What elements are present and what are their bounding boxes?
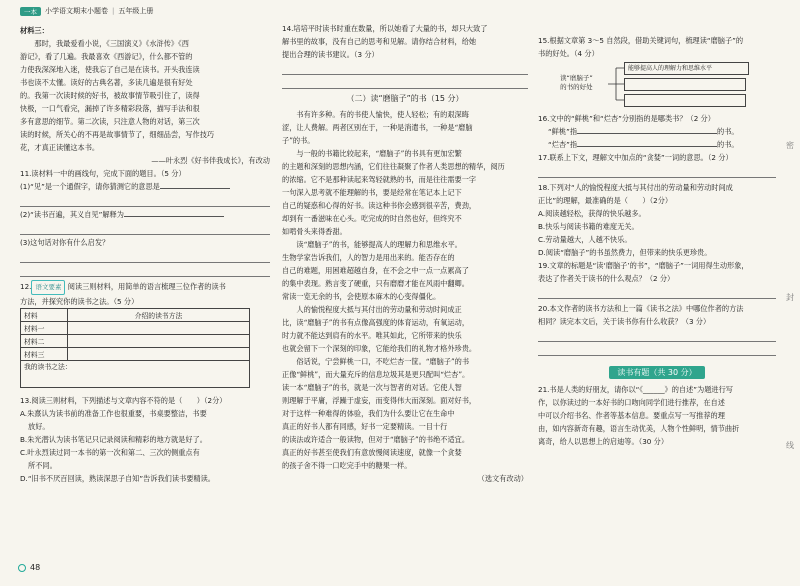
- answer-line[interactable]: [538, 329, 776, 342]
- answer-line[interactable]: [20, 222, 270, 235]
- page-number: 48: [18, 563, 40, 572]
- page-dot-icon: [18, 564, 26, 572]
- q18-option-c[interactable]: C.劳动量越大，人越不快乐。: [538, 235, 632, 244]
- mind-map-box-3[interactable]: [624, 94, 746, 107]
- q12-badge: 语文要素: [31, 280, 65, 295]
- q11-part1: (1)“见”是一个通假字，请你猜测它的意思是: [20, 180, 270, 193]
- material-passage: 那时，我最爱看小说，《三国演义》《水浒传》《西 游记》，看了几遍。我最喜欢《西游记》，什么都不管的 力使我深深地入迷，使我忘了自己是在读书。开头我连读 书也读不太懂。读好的古典名著，多读几遍是很有好处 的。我第一次读时候的好书，被故事情节吸引住了，读得 快极，一口气看完，漏掉了许多精彩段落，描写手法和很 多有意思的细节。第二次读，只注意人物的对话，第三次 读的时候，所关心的不再是故事情节了，细细品尝，写作技巧 花，才真正读懂这本书。 ——叶永烈《好书伴我成长》，有改动: [20, 39, 270, 165]
- left-column: 材料三： 那时，我最爱看小说，《三国演义》《水浒传》《西 游记》，看了几遍。我最喜欢《西游记》，什么都不管的 力使我深深地入迷，使我忘了自己是在读书。开头我连读 书也读不太懂。读好的古典名著，多读几遍是很有好处 的。我第一次读时候的好书，被故事情节吸引住了，读得 快极，一口气看完，漏掉了许多精彩段落，描写手法和很 多有意思的细节。第二次读，只注意人物的对话，第三次 读的时候，所关心的不再是故事情节了，细细品尝，写作技巧 花，才真正读懂这本书。 ——叶永烈《好书伴我成长》，有改动 11.读材料一中的画线句，完成下面的题目。（5 分） (1)“见”是一个通假字，请你猜测它的意思是 (2)“读书百遍，其义自见”解释为 (3)这句话对你有什么启发？ 12. 语文要素 阅读三则材料，用简单的语言梳理三位作者的读书 方法，并探究你的读书之法。（5 分） 材料 介绍的读书方法 材料一 材料二 材料三 我的读书之法： 13.阅读三则材料，下列描述与文章内容不符的是（ ）（2分） A.朱熹认为读书前的准备工作也很重要，书桌要整洁，书要 放好。 B.朱光潜认为读书笔记只记录阅读和精彩的地方就是好了。 C.叶永烈读过同一本书的第一次和第二、三次的侧重点有 所不同。 D.“旧书不厌百回读，熟读深思子自知”告诉我们读书要精读。: [20, 26, 270, 483]
- series-name: 小学语文期末小题卷: [45, 7, 108, 15]
- my-method-cell[interactable]: 我的读书之法：: [21, 361, 250, 388]
- q11-part2: (2)“读书百遍，其义自见”解释为: [20, 208, 270, 221]
- answer-line[interactable]: [538, 286, 776, 299]
- q19-stem: 19.文章的标题是“读‘磨脑子’的书”，“磨脑子”一词用得生动形象，: [538, 261, 749, 270]
- right-column: 15.根据文章第 3～5 自然段，借助关键词句，梳理读“磨脑子”的 书的好处。（4 分） 读“磨脑子” 的书的好处 能够提高人的理解力和思维水平 16.文中的“鲜桃”和“烂杏”分别指的是哪类书？（2 分） “鲜桃”指 的书。 “烂杏”指 的书。 17.联系上下文，理解文中加点的“贪婪”一词的意思。（2 分） 18.下列对“人的愉悦程度大抵与其付出的劳动量和劳动时间成 正比”的理解，最准确的是（ ）（2分） A.阅读越轻松，获得的快乐越多。 B.快乐与阅读书籍的难度无关。 C.劳动量越大，人越不快乐。 D.阅读“磨脑子”的书虽然费力，但带来的快乐更珍贵。 19.文章的标题是“读‘磨脑子’的书”，“磨脑子”一词用得生动形象， 表达了作者关于读书的什么观点？（2 分） 20.本文作者的读书方法和上一篇《读书之法》中哪位作者的方法 相同？读完本文后，关于读书你有什么收获？（3 分） 读书有题（共 30 分） 21.书是人类的好朋友，请你以“《______》的自述”为题进行写 作，以你读过的一本好书的口吻向同学们进行推荐，在自述 中可以介绍书名、作者等基本信息。要重点写一写推荐的理 由，如内容新奇有趣，语言生动优美，人物个性鲜明，情节曲折 离奇，给人以思想上的启迪等。（30 分）: [538, 34, 776, 448]
- q18-option-b[interactable]: B.快乐与阅读书籍的难度无关。: [538, 222, 639, 231]
- q20-stem: 20.本文作者的读书方法和上一篇《读书之法》中哪位作者的方法: [538, 304, 744, 313]
- answer-line[interactable]: [282, 62, 528, 75]
- table-cell[interactable]: [68, 335, 250, 348]
- table-cell[interactable]: [68, 348, 250, 361]
- series-tag: 一本: [20, 7, 41, 16]
- q14-stem: 14.培培平时读书时重在数量，所以她看了大量的书，却只大致了: [282, 24, 488, 33]
- q12-stem-cont: 方法，并探究你的读书之法。（5 分）: [20, 297, 139, 306]
- q18-option-d[interactable]: D.阅读“磨脑子”的书虽然费力，但带来的快乐更珍贵。: [538, 248, 712, 257]
- q16-b: “烂杏”指 的书。: [548, 140, 739, 149]
- q15-stem: 15.根据文章第 3～5 自然段，借助关键词句，梳理读“磨脑子”的: [538, 36, 744, 45]
- q18-stem: 18.下列对“人的愉悦程度大抵与其付出的劳动量和劳动时间成: [538, 183, 733, 192]
- q16-a: “鲜桃”指 的书。: [548, 127, 739, 136]
- q17-stem: 17.联系上下文，理解文中加点的“贪婪”一词的意思。（2 分）: [538, 153, 733, 162]
- answer-line[interactable]: [20, 250, 270, 263]
- binding-mark-2: 封: [786, 293, 794, 302]
- section-title: （二）读“磨脑子”的书（15 分）: [346, 94, 464, 103]
- q13-stem: 13.阅读三则材料，下列描述与文章内容不符的是（ ）（2分）: [20, 396, 227, 405]
- binding-mark-3: 线: [786, 441, 794, 450]
- table-cell[interactable]: [68, 322, 250, 335]
- q13-option-b[interactable]: B.朱光潜认为读书笔记只记录阅读和精彩的地方就是好了。: [20, 435, 207, 444]
- binding-mark-1: 密: [786, 141, 794, 150]
- answer-line[interactable]: [20, 194, 270, 207]
- page-header: 一本 小学语文期末小题卷 | 五年级上册: [20, 6, 153, 16]
- writing-section-title: 读书有题（共 30 分）: [609, 366, 704, 379]
- q16-stem: 16.文中的“鲜桃”和“烂杏”分别指的是哪类书？（2 分）: [538, 114, 715, 123]
- answer-line[interactable]: [538, 165, 776, 178]
- q11-stem: 11.读材料一中的画线句，完成下面的题目。（5 分）: [20, 169, 186, 178]
- answer-line[interactable]: [538, 343, 776, 356]
- q11-2-answer[interactable]: [124, 216, 224, 217]
- q13-option-a[interactable]: A.朱熹认为读书前的准备工作也很重要，书桌要整洁，书要: [20, 409, 207, 418]
- mind-map: [538, 60, 776, 108]
- q16-b-answer[interactable]: [577, 146, 717, 147]
- q13-option-d[interactable]: D.“旧书不厌百回读，熟读深思子自知”告诉我们读书要精读。: [20, 474, 215, 483]
- q12-stem: 12. 语文要素 阅读三则材料，用简单的语言梳理三位作者的读书: [20, 280, 270, 295]
- attribution: ——叶永烈《好书伴我成长》，有改动: [151, 156, 270, 165]
- q21-stem: 21.书是人类的好朋友，请你以“《______》的自述”为题进行写: [538, 385, 733, 394]
- q18-option-a[interactable]: A.阅读越轻松，获得的快乐越多。: [538, 209, 646, 218]
- source-note: （选文有改动）: [477, 474, 528, 483]
- q16-a-answer[interactable]: [577, 133, 717, 134]
- q11-1-answer[interactable]: [160, 188, 230, 189]
- reading-method-table: 材料 介绍的读书方法 材料一 材料二 材料三 我的读书之法：: [20, 308, 250, 388]
- mind-map-box-2[interactable]: [624, 78, 746, 91]
- q11-part3: (3)这句话对你有什么启发？: [20, 238, 110, 247]
- answer-line[interactable]: [282, 76, 528, 89]
- mind-map-center: 读“磨脑子” 的书的好处: [560, 74, 593, 91]
- reading-passage: 书有许多种。有的书使人愉快，使人轻松；有的艰深晦 涩，让人费解。两者区别在于，一种是消遣书，一种是“磨脑 子”的书。 与一般的书籍比较起来，“磨脑子”的书具有更加宏繁 的主题和深刻的思想内涵，它们往往凝聚了作者人类思想的精华，阅历 的浓缩。它不是那种读起来驾轻就熟的书，而是往往需要一字 一句深入思考就不能理解的书，要是经常在笔记本上记下 自己的疑惑和心得的好书。读这种书你会感到很辛苦，费劲， 却到有一番滋味在心头。吃完成的时自然也好，但终究不 如啃骨头来得香甜。 读“磨脑子”的书，能够提高人的理解力和思维水平。 生物学家告诉我们，人的智力是用出来的。能否存在的 自己的难题，用困难超越自身，在不会之中一点一点累高了 的集中表现。熟言变了硬重，只有磨磨才能在风雨中翻卿。 常读一览无余的书，会使原本麻木的心变得僵化。 人的愉悦程度大抵与其付出的劳动量和劳动时间成正 比，读“磨脑子”的书有点像高强度的体育运动，有氧运动， 时力就不能达到肩有的水平。唯其如此，它所带来的快乐 也就会留下一个深刻的印象，它能给我们的礼物才格外珍贵。 俗话说，宁尝鲜桃一口，不吃烂杏一筐。“磨脑子”的书 正像“鲜桃”，而大量充斥的信息垃圾其是更只配叫“烂杏”。 读一本“磨脑子”的书，就是一次与智者的对话。它使人智 则理解于平庸，浮躁于虚妄，而变得伟大而深刻。面对好书， 对于这样一种难得的体验，我们为什么要让它在生命中 真正的好书人都有同感，好书一定要精读。一目十行 的读法或许适合一般读物，但对于“磨脑子”的书绝不适宜。 真正的好书甚至使我们有意放慢阅读速度，就像一个贪婪 的孩子舍不得一口吃完手中的糖果一样。 （选文有改动）: [282, 110, 528, 483]
- middle-column: 14.培培平时读书时重在数量，所以她看了大量的书，却只大致了 解书里的故事，没有自己的思考和见解。请你结合材料，给她 提出合理的读书建议。（3 分） （二）读“磨脑子”的书（15 分） 书有许多种。有的书使人愉快，使人轻松；有的艰深晦 涩，让人费解。两者区别在于，一种是消遣书，一种是“磨脑 子”的书。 与一般的书籍比较起来，“磨脑子”的书具有更加宏繁 的主题和深刻的思想内涵，它们往往凝聚了作者人类思想的精华，阅历 的浓缩。它不是那种读起来驾轻就熟的书，而是往往需要一字 一句深入思考就不能理解的书，要是经常在笔记本上记下 自己的疑惑和心得的好书。读这种书你会感到很辛苦，费劲， 却到有一番滋味在心头。吃完成的时自然也好，但终究不 如啃骨头来得香甜。 读“磨脑子”的书，能够提高人的理解力和思维水平。 生物学家告诉我们，人的智力是用出来的。能否存在的 自己的难题，用困难超越自身，在不会之中一点一点累高了 的集中表现。熟言变了硬重，只有磨磨才能在风雨中翻卿。 常读一览无余的书，会使原本麻木的心变得僵化。 人的愉悦程度大抵与其付出的劳动量和劳动时间成正 比，读“磨脑子”的书有点像高强度的体育运动，有氧运动， 时力就不能达到肩有的水平。唯其如此，它所带来的快乐 也就会留下一个深刻的印象，它能给我们的礼物才格外珍贵。 俗话说，宁尝鲜桃一口，不吃烂杏一筐。“磨脑子”的书 正像“鲜桃”，而大量充斥的信息垃圾其是更只配叫“烂杏”。 读一本“磨脑子”的书，就是一次与智者的对话。它使人智 则理解于平庸，浮躁于虚妄，而变得伟大而深刻。面对好书， 对于这样一种难得的体验，我们为什么要让它在生命中 真正的好书人都有同感，好书一定要精读。一目十行 的读法或许适合一般读物，但对于“磨脑子”的书绝不适宜。 真正的好书甚至使我们有意放慢阅读速度，就像一个贪婪 的孩子舍不得一口吃完手中的糖果一样。 （选文有改动）: [282, 24, 528, 483]
- q13-option-c[interactable]: C.叶永烈读过同一本书的第一次和第二、三次的侧重点有: [20, 448, 200, 457]
- answer-line[interactable]: [20, 264, 270, 277]
- material-title: 材料三：: [20, 26, 49, 35]
- mind-map-box-1: 能够提高人的理解力和思维水平: [624, 62, 749, 75]
- grade-label: 五年级上册: [118, 7, 154, 15]
